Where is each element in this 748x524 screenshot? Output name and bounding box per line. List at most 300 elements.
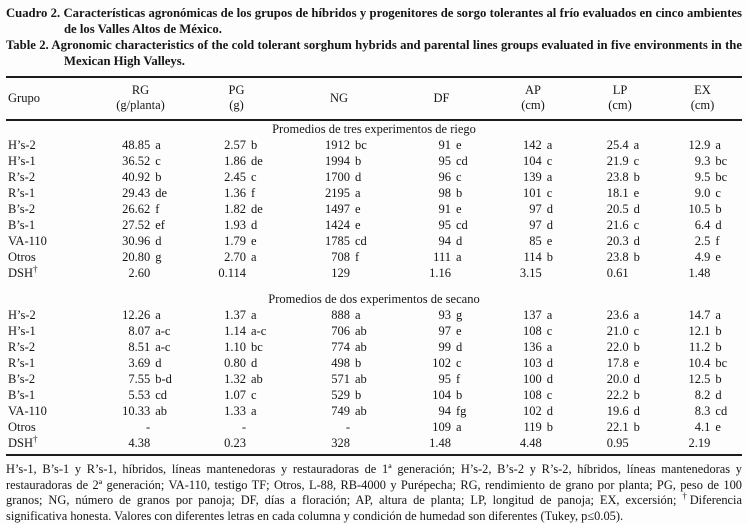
table-header <box>6 77 742 120</box>
cell-tukey-letter: a <box>715 308 721 322</box>
cell-number: 20.5 <box>606 202 629 216</box>
value-cell <box>577 265 663 281</box>
dagger-superscript: † <box>33 433 38 444</box>
col-abbr: PG <box>228 83 245 97</box>
cell-number: 1.93 <box>224 218 246 232</box>
value-cell <box>663 233 742 249</box>
cell-number: 888 <box>331 308 350 322</box>
cell-tukey-letter: f <box>251 186 256 200</box>
cell-number: 4.9 <box>694 250 711 264</box>
cell-tukey-letter: b <box>456 388 463 402</box>
cell-tukey-letter: ab <box>355 372 367 386</box>
value-cell <box>489 153 577 169</box>
cell-tukey-letter: ab <box>251 372 263 386</box>
value-cell <box>394 153 489 169</box>
cell-tukey-letter <box>350 265 394 281</box>
cell-tukey-letter: cd <box>456 218 468 232</box>
value-cell <box>92 233 189 249</box>
cell-number: 21.0 <box>606 324 629 338</box>
cell-tukey-letter: ef <box>155 218 165 232</box>
value-cell <box>663 323 742 339</box>
cell-number: 26.62 <box>122 202 151 216</box>
cell-tukey-letter <box>710 265 742 281</box>
cell-number: 1785 <box>325 234 350 248</box>
value-cell <box>663 307 742 323</box>
cell-number: 12.1 <box>688 324 711 338</box>
cell-number: 529 <box>331 388 350 402</box>
cell-tukey-letter: b <box>251 138 258 152</box>
col-abbr: RG <box>131 83 150 97</box>
cell-tukey-letter: fg <box>456 404 467 418</box>
cell-tukey-letter: d <box>546 356 554 370</box>
cell-number: 12.5 <box>688 372 711 386</box>
cell-tukey-letter: b <box>715 202 722 216</box>
cell-tukey-letter: b <box>633 250 640 264</box>
value-cell <box>663 355 742 371</box>
table-row <box>6 249 742 265</box>
section-header: Promedios de dos experimentos de secano <box>268 292 480 306</box>
cell-tukey-letter: ab <box>355 404 367 418</box>
cell-number: 93 <box>438 308 451 322</box>
value-cell <box>189 339 284 355</box>
cell-tukey-letter: e <box>456 138 462 152</box>
cell-tukey-letter: b <box>355 356 362 370</box>
group-label: Otros <box>8 420 36 434</box>
cell-tukey-letter <box>629 435 663 451</box>
cell-number: - <box>345 420 350 434</box>
cell-tukey-letter: f <box>355 250 360 264</box>
value-cell <box>577 217 663 233</box>
cell-tukey-letter: c <box>456 356 462 370</box>
cell-number: 18.1 <box>606 186 629 200</box>
cell-tukey-letter: a <box>546 308 553 322</box>
value-cell <box>189 153 284 169</box>
cell-tukey-letter: b <box>715 372 722 386</box>
value-cell <box>663 153 742 169</box>
value-cell <box>663 217 742 233</box>
cell-tukey-letter: c <box>633 154 640 168</box>
cell-tukey-letter: a <box>251 308 257 322</box>
cell-tukey-letter: b <box>355 388 362 402</box>
table-row <box>6 387 742 403</box>
cell-number: 7.55 <box>128 372 151 386</box>
title-spanish-text: Características agronómicas de los grupos de híbridos y progenitores de sorgo tolerantes al frío evaluados en cinco ambientes de los Valles Altos de México. <box>63 6 742 36</box>
cell-tukey-letter: e <box>715 420 721 434</box>
cell-number: 1.14 <box>224 324 246 338</box>
col-unit: (cm) <box>521 98 545 112</box>
cell-tukey-letter: d <box>251 356 258 370</box>
group-label: R’s-2 <box>8 340 36 354</box>
value-cell <box>663 387 742 403</box>
cell-number: 0.61 <box>606 266 629 280</box>
cell-tukey-letter: b <box>715 324 722 338</box>
footnote <box>6 462 742 524</box>
cell-tukey-letter: cd <box>355 234 367 248</box>
header-row <box>6 77 742 120</box>
table-row <box>6 419 742 435</box>
cell-number: 40.92 <box>122 170 151 184</box>
value-cell <box>394 217 489 233</box>
table-row <box>6 153 742 169</box>
value-cell <box>284 185 394 201</box>
cell-number: 20.0 <box>606 372 629 386</box>
cell-number: 20.80 <box>122 250 151 264</box>
title-english-label: Table 2. <box>6 38 49 52</box>
cell-tukey-letter: c <box>546 388 553 402</box>
cell-number: 1.86 <box>224 154 246 168</box>
footnote-text: Diferencia significativa honesta. Valores con diferentes letras en cada columna y condición de humedad son diferentes (Tukey, p≤0.05). <box>6 493 742 523</box>
cell-number: 0.114 <box>218 266 246 280</box>
value-cell <box>577 201 663 217</box>
footnote-text: H’s-1, B’s-1 y R’s-1, híbridos, líneas mantenedoras y restauradoras de 1ª generación; H’s-2, B’s-2 y R’s-2, híbridos, líneas mantenedoras y restauradoras de 2ª generación; VA-110, testigo TF; Otros, L-88, RB-4000 y Purépecha; RG, rendimiento de grano por planta; PG, peso de 100 granos; NG, número de granos por panoja; DF, días a floración; AP, altura de planta; LP, longitud de panoja; EX, excersión; <box>6 462 742 507</box>
value-cell <box>92 355 189 371</box>
group-label: DSH† <box>8 263 38 280</box>
value-cell <box>577 169 663 185</box>
cell-number: 102 <box>432 356 451 370</box>
group-label: B’s-1 <box>8 388 36 402</box>
cell-number: 8.2 <box>694 388 711 402</box>
value-cell <box>92 387 189 403</box>
cell-number: 328 <box>331 436 350 450</box>
cell-number: 1424 <box>325 218 350 232</box>
value-cell <box>394 249 489 265</box>
cell-number: 129 <box>331 266 350 280</box>
value-cell <box>92 217 189 233</box>
cell-number: 571 <box>331 372 350 386</box>
cell-tukey-letter: d <box>155 356 162 370</box>
cell-tukey-letter: bc <box>715 154 728 168</box>
cell-tukey-letter <box>629 265 663 281</box>
value-cell <box>284 419 394 435</box>
cell-number: 1.79 <box>224 234 246 248</box>
group-label: DSH† <box>8 433 38 450</box>
cell-tukey-letter: a <box>633 138 640 152</box>
value-cell <box>189 371 284 387</box>
value-cell <box>189 419 284 435</box>
cell-tukey-letter: d <box>251 218 258 232</box>
cell-number: 100 <box>523 372 542 386</box>
cell-tukey-letter: a-c <box>155 340 171 354</box>
cell-tukey-letter: bc <box>715 356 728 370</box>
value-cell <box>577 435 663 455</box>
cell-number: 1.37 <box>224 308 246 322</box>
value-cell <box>394 201 489 217</box>
cell-tukey-letter: b <box>456 186 463 200</box>
cell-tukey-letter: a <box>546 138 553 152</box>
value-cell <box>489 249 577 265</box>
cell-tukey-letter: a <box>155 138 161 152</box>
value-cell <box>189 201 284 217</box>
col-header-grupo <box>6 77 92 120</box>
cell-tukey-letter: g <box>456 308 463 322</box>
table-row <box>6 137 742 153</box>
table-row <box>6 169 742 185</box>
cell-tukey-letter: d <box>456 234 463 248</box>
value-cell <box>489 419 577 435</box>
cell-tukey-letter <box>150 435 189 451</box>
col-header-ap <box>489 77 577 120</box>
cell-number: 17.8 <box>606 356 629 370</box>
value-cell <box>189 435 284 455</box>
group-label: VA-110 <box>8 404 47 418</box>
cell-tukey-letter <box>150 265 189 281</box>
cell-number: 22.0 <box>606 340 629 354</box>
value-cell <box>189 323 284 339</box>
cell-number: 91 <box>438 138 451 152</box>
title-english <box>6 37 742 69</box>
cell-tukey-letter: a <box>456 420 462 434</box>
cell-tukey-letter: ab <box>155 404 167 418</box>
value-cell <box>189 217 284 233</box>
value-cell <box>489 371 577 387</box>
cell-tukey-letter: de <box>155 186 167 200</box>
cell-tukey-letter <box>542 435 577 451</box>
value-cell <box>284 323 394 339</box>
value-cell <box>489 323 577 339</box>
value-cell <box>577 307 663 323</box>
cell-number: 498 <box>331 356 350 370</box>
cell-tukey-letter: e <box>456 324 462 338</box>
title-spanish-label: Cuadro 2. <box>6 6 61 20</box>
cell-number: 96 <box>438 170 451 184</box>
value-cell <box>394 371 489 387</box>
cell-number: 109 <box>432 420 451 434</box>
cell-number: 97 <box>529 202 542 216</box>
table-row <box>6 307 742 323</box>
cell-tukey-letter: b <box>633 420 640 434</box>
cell-number: 48.85 <box>122 138 151 152</box>
section-header: Promedios de tres experimentos de riego <box>272 122 476 136</box>
cell-tukey-letter: a <box>546 170 553 184</box>
table-body <box>6 120 742 455</box>
cell-number: 10.33 <box>122 404 151 418</box>
value-cell <box>394 355 489 371</box>
value-cell <box>92 265 189 281</box>
table-row <box>6 371 742 387</box>
group-label: H’s-1 <box>8 324 36 338</box>
cell-number: 1.33 <box>224 404 246 418</box>
cell-number: 94 <box>438 234 451 248</box>
cell-tukey-letter: e <box>355 202 361 216</box>
cell-tukey-letter: d <box>715 218 722 232</box>
value-cell <box>284 169 394 185</box>
title-english-text: Agronomic characteristics of the cold tolerant sorghum hybrids and parental lines groups evaluated in five environments in the Mexican High Valleys. <box>51 38 742 68</box>
value-cell <box>92 169 189 185</box>
cell-tukey-letter: e <box>715 250 721 264</box>
value-cell <box>189 185 284 201</box>
cell-tukey-letter: b <box>546 420 554 434</box>
cell-number: 708 <box>331 250 350 264</box>
cell-tukey-letter: d <box>633 234 640 248</box>
cell-tukey-letter: de <box>251 154 263 168</box>
cell-number: 10.4 <box>688 356 711 370</box>
col-abbr: LP <box>612 83 628 97</box>
cell-number: 2.70 <box>224 250 246 264</box>
col-header-ng <box>284 77 394 120</box>
value-cell <box>489 403 577 419</box>
cell-number: 108 <box>523 388 542 402</box>
value-cell <box>394 419 489 435</box>
cell-tukey-letter: c <box>546 324 553 338</box>
cell-number: 22.2 <box>606 388 629 402</box>
cell-number: 97 <box>438 324 451 338</box>
cell-number: 8.3 <box>694 404 711 418</box>
value-cell <box>189 169 284 185</box>
cell-tukey-letter: c <box>456 170 462 184</box>
value-cell <box>577 387 663 403</box>
cell-number: 21.9 <box>606 154 629 168</box>
value-cell <box>394 323 489 339</box>
cell-number: 1700 <box>325 170 350 184</box>
cell-tukey-letter: d <box>546 202 554 216</box>
col-abbr: NG <box>329 90 349 105</box>
col-unit: (g/planta) <box>116 98 165 112</box>
cell-number: 0.80 <box>224 356 246 370</box>
cell-number: 5.53 <box>128 388 151 402</box>
value-cell <box>189 387 284 403</box>
cell-tukey-letter: c <box>251 388 257 402</box>
cell-tukey-letter: a <box>155 308 161 322</box>
cell-number: 137 <box>523 308 542 322</box>
group-label: VA-110 <box>8 234 47 248</box>
cell-number: 1.82 <box>224 202 246 216</box>
cell-number: 85 <box>529 234 542 248</box>
cell-tukey-letter: cd <box>155 388 167 402</box>
cell-tukey-letter: f <box>715 234 720 248</box>
value-cell <box>92 185 189 201</box>
value-cell <box>663 249 742 265</box>
value-cell <box>92 153 189 169</box>
cell-tukey-letter: c <box>633 218 640 232</box>
value-cell <box>284 201 394 217</box>
cell-number: 95 <box>438 218 451 232</box>
cell-number: 6.4 <box>694 218 711 232</box>
cell-number: 91 <box>438 202 451 216</box>
value-cell <box>577 153 663 169</box>
value-cell <box>284 403 394 419</box>
value-cell <box>577 137 663 153</box>
value-cell <box>284 371 394 387</box>
cell-tukey-letter: c <box>633 324 640 338</box>
cell-tukey-letter: e <box>251 234 257 248</box>
cell-tukey-letter: a-c <box>155 324 171 338</box>
agronomic-data-table <box>6 76 742 456</box>
cell-tukey-letter: b <box>155 170 162 184</box>
cell-tukey-letter: f <box>155 202 160 216</box>
cell-number: 119 <box>523 420 542 434</box>
value-cell <box>663 339 742 355</box>
value-cell <box>394 169 489 185</box>
value-cell <box>577 323 663 339</box>
value-cell <box>284 233 394 249</box>
group-label: H’s-2 <box>8 138 36 152</box>
cell-tukey-letter: b <box>546 250 554 264</box>
cell-number: 0.23 <box>224 436 246 450</box>
cell-number: 114 <box>523 250 542 264</box>
value-cell <box>489 217 577 233</box>
value-cell <box>189 265 284 281</box>
cell-number: - <box>146 420 151 434</box>
cell-tukey-letter: ab <box>355 340 367 354</box>
cell-tukey-letter: b <box>355 154 362 168</box>
cell-number: 2.45 <box>224 170 246 184</box>
value-cell <box>394 233 489 249</box>
cell-number: 111 <box>433 250 451 264</box>
cell-tukey-letter: ab <box>355 324 367 338</box>
value-cell <box>489 137 577 153</box>
cell-tukey-letter <box>150 419 189 435</box>
cell-number: 23.8 <box>606 250 629 264</box>
cell-number: 95 <box>438 372 451 386</box>
col-header-lp <box>577 77 663 120</box>
cell-tukey-letter: c <box>715 186 721 200</box>
cell-number: 94 <box>438 404 451 418</box>
table-row <box>6 217 742 233</box>
cell-tukey-letter: d <box>715 388 722 402</box>
cell-tukey-letter: b <box>633 340 640 354</box>
value-cell <box>394 339 489 355</box>
cell-number: 99 <box>438 340 451 354</box>
cell-tukey-letter <box>350 435 394 451</box>
cell-number: 36.52 <box>122 154 151 168</box>
group-label: H’s-2 <box>8 308 36 322</box>
cell-tukey-letter: a <box>546 340 553 354</box>
cell-number: 22.1 <box>606 420 629 434</box>
table-row <box>6 435 742 455</box>
value-cell <box>284 387 394 403</box>
value-cell <box>663 403 742 419</box>
value-cell <box>284 217 394 233</box>
col-abbr: DF <box>433 90 450 105</box>
value-cell <box>489 265 577 281</box>
value-cell <box>92 137 189 153</box>
value-cell <box>394 265 489 281</box>
group-label: R’s-2 <box>8 170 36 184</box>
value-cell <box>92 403 189 419</box>
cell-number: 97 <box>529 218 542 232</box>
value-cell <box>92 201 189 217</box>
cell-tukey-letter: b <box>633 388 640 402</box>
col-abbr: Grupo <box>8 90 40 105</box>
cell-tukey-letter: f <box>456 372 461 386</box>
cell-number: 12.9 <box>688 138 711 152</box>
value-cell <box>189 355 284 371</box>
cell-tukey-letter: a-c <box>251 324 267 338</box>
cell-number: 98 <box>438 186 451 200</box>
cell-number: 1.36 <box>224 186 246 200</box>
cell-tukey-letter: d <box>355 170 362 184</box>
value-cell <box>92 419 189 435</box>
table-row <box>6 339 742 355</box>
cell-number: 19.6 <box>606 404 629 418</box>
value-cell <box>577 419 663 435</box>
cell-number: 10.5 <box>688 202 711 216</box>
value-cell <box>92 435 189 455</box>
cell-number: 4.38 <box>128 436 151 450</box>
cell-tukey-letter: b-d <box>155 372 172 386</box>
value-cell <box>284 265 394 281</box>
value-cell <box>284 153 394 169</box>
cell-number: 139 <box>523 170 542 184</box>
cell-number: 136 <box>523 340 542 354</box>
group-label: B’s-2 <box>8 372 36 386</box>
cell-number: 108 <box>523 324 542 338</box>
col-abbr: EX <box>694 83 711 97</box>
cell-tukey-letter <box>350 419 394 435</box>
cell-number: 30.96 <box>122 234 151 248</box>
section-header-row <box>6 120 742 137</box>
cell-tukey-letter: a <box>633 308 640 322</box>
